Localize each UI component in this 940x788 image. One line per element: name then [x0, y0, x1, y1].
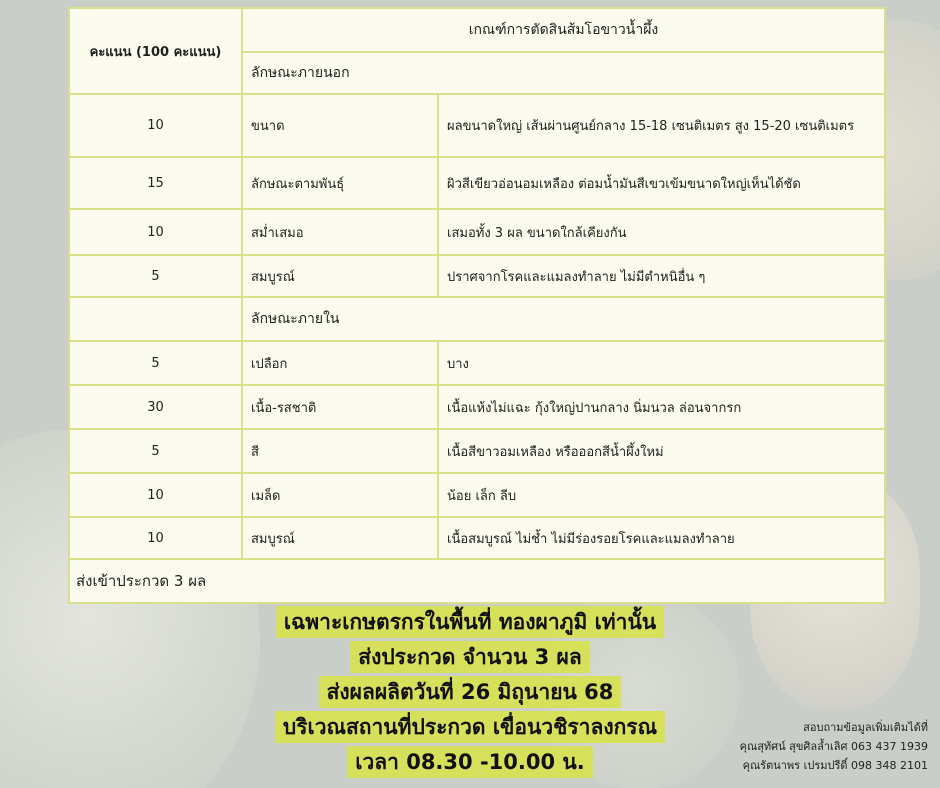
table-row: [69, 473, 885, 517]
row-item: เนื้อ-รสชาติ: [242, 385, 438, 429]
row-description: เนื้อแห้งไม่แฉะ กุ้งใหญ่ปานกลาง นิ่มนวล ล่อนจากรก: [438, 385, 885, 429]
banner-line-quantity: ส่งประกวด จำนวน 3 ผล: [350, 641, 589, 673]
row-score: 10: [69, 94, 242, 157]
row-score: 10: [69, 209, 242, 255]
score-header: คะแนน (100 คะแนน): [69, 8, 242, 94]
row-item: ขนาด: [242, 94, 438, 157]
row-score: 30: [69, 385, 242, 429]
row-score: 10: [69, 473, 242, 517]
banner-line-time: เวลา 08.30 -10.00 น.: [347, 746, 592, 778]
table-row: [69, 255, 885, 297]
banner-line-venue: บริเวณสถานที่ประกวด เขื่อนวชิราลงกรณ: [275, 711, 665, 743]
row-item: สม่ำเสมอ: [242, 209, 438, 255]
contact-info: [740, 718, 928, 775]
table-footer-note: ส่งเข้าประกวด 3 ผล: [69, 559, 885, 603]
row-item: เมล็ด: [242, 473, 438, 517]
table-row: [69, 157, 885, 209]
contact-person-2: คุณรัตนาพร เปรมปรีดิ์ 098 348 2101: [742, 759, 928, 772]
row-description: น้อย เล็ก ลีบ: [438, 473, 885, 517]
row-score: 5: [69, 255, 242, 297]
row-score: 15: [69, 157, 242, 209]
row-item: ลักษณะตามพันธุ์: [242, 157, 438, 209]
row-score: 5: [69, 429, 242, 473]
section-inner-label: ลักษณะภายใน: [242, 297, 885, 341]
row-item: สมบูรณ์: [242, 255, 438, 297]
row-score: 10: [69, 517, 242, 559]
table-row: [69, 341, 885, 385]
row-description: เสมอทั้ง 3 ผล ขนาดใกล้เคียงกัน: [438, 209, 885, 255]
banner-line-date: ส่งผลผลิตวันที่ 26 มิถุนายน 68: [319, 676, 622, 708]
row-description: ผลขนาดใหญ่ เส้นผ่านศูนย์กลาง 15-18 เซนติเมตร สูง 15-20 เซนติเมตร: [438, 94, 885, 157]
section-outer-label: ลักษณะภายนอก: [242, 52, 885, 94]
table-row: [69, 94, 885, 157]
table-row: [69, 429, 885, 473]
contact-person-1: คุณสุทัศน์ สุขศิลล้ำเลิศ 063 437 1939: [739, 740, 928, 753]
row-item: สี: [242, 429, 438, 473]
table-row: [69, 517, 885, 559]
row-item: เปลือก: [242, 341, 438, 385]
row-score: 5: [69, 341, 242, 385]
row-item: สมบูรณ์: [242, 517, 438, 559]
row-description: เนื้อสมบูรณ์ ไม่ช้ำ ไม่มีร่องรอยโรคและแมลงทำลาย: [438, 517, 885, 559]
criteria-table: [68, 7, 886, 604]
contact-title: สอบถามข้อมูลเพิ่มเติมได้ที่: [803, 721, 928, 734]
banner-line-eligibility: เฉพาะเกษตรกรในพื้นที่ ทองผาภูมิ เท่านั้น: [276, 606, 664, 638]
row-description: เนื้อสีขาวอมเหลือง หรือออกสีน้ำผึ้งใหม่: [438, 429, 885, 473]
row-description: ปราศจากโรคและแมลงทำลาย ไม่มีตำหนิอื่น ๆ: [438, 255, 885, 297]
table-row: [69, 209, 885, 255]
criteria-title: เกณฑ์การตัดสินส้มโอขาวน้ำผึ้ง: [242, 8, 885, 52]
row-description: บาง: [438, 341, 885, 385]
table-row: [69, 385, 885, 429]
row-description: ผิวสีเขียวอ่อนอมเหลือง ต่อมน้ำมันสีเขวเข้มขนาดใหญ่เห็นได้ชัด: [438, 157, 885, 209]
empty-cell: [69, 297, 242, 341]
